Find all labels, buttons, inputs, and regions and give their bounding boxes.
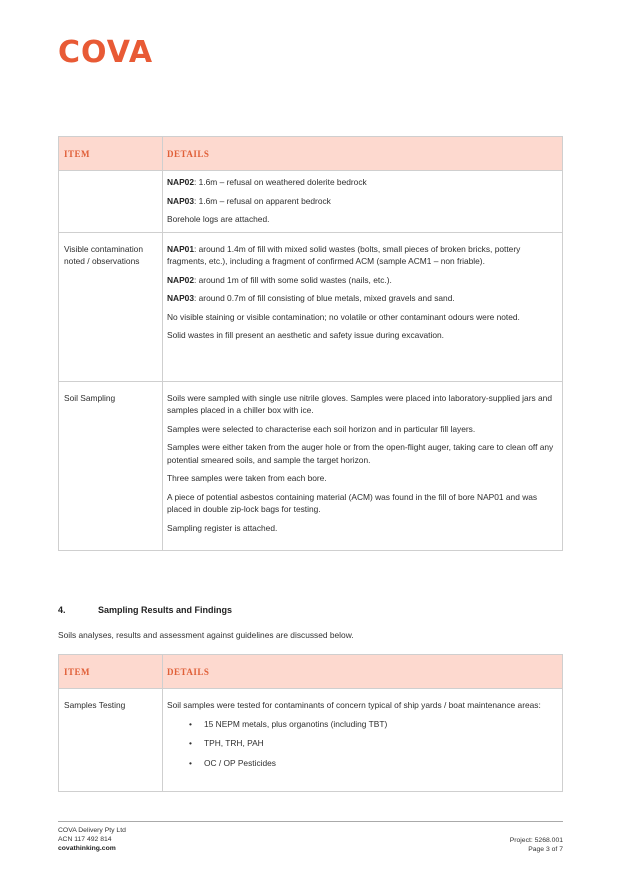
table-row (59, 689, 563, 792)
row-details-cell (163, 171, 563, 233)
row-details-cell (163, 381, 563, 550)
detail-paragraph: NAP02: 1.6m – refusal on weathered dolerite bedrock (167, 177, 367, 187)
section-heading (58, 605, 232, 615)
footer-company-info (58, 826, 126, 853)
row-details-cell (163, 232, 563, 381)
header-item: ITEM (59, 655, 163, 689)
detail-paragraph: Three samples were taken from each bore. (167, 473, 327, 483)
detail-paragraph: NAP02: around 1m of fill with some solid wastes (nails, etc.). (167, 274, 392, 285)
row-item-cell: Samples Testing (59, 689, 163, 792)
section-title: Sampling Results and Findings (98, 605, 233, 615)
header-details: DETAILS (163, 655, 563, 689)
footer-divider (58, 821, 563, 822)
detail-paragraph: Soils were sampled with single use nitrile gloves. Samples were placed into laboratory-supplied jars and samples placed in a chiller box with ice. (167, 392, 552, 415)
list-item: • OC / OP Pesticides (189, 757, 557, 770)
list-item: • 15 NEPM metals, plus organotins (including TBT) (189, 718, 557, 731)
table-header-row (59, 655, 563, 689)
row-item-cell: Soil Sampling (59, 381, 163, 550)
table-header-row (59, 137, 563, 171)
row-details-cell (163, 689, 563, 792)
footer-acn: ACN 117 492 814 (58, 836, 112, 843)
footer-page-number: Page 3 of 7 (528, 846, 563, 853)
header-item: ITEM (59, 137, 163, 171)
section-number: 4. (58, 605, 66, 615)
details-table-1 (58, 136, 563, 551)
detail-paragraph: Samples were either taken from the auger hole or from the open-flight auger, taking care to clean off any potential smeared soils, and sample the target horizon. (167, 442, 554, 465)
footer-project: Project: 5268.001 (509, 837, 563, 844)
details-table-2 (58, 654, 563, 792)
detail-paragraph: NAP03: 1.6m – refusal on apparent bedrock (167, 195, 331, 206)
header-details: DETAILS (163, 137, 563, 171)
list-item: • TPH, TRH, PAH (189, 737, 557, 750)
detail-paragraph: Solid wastes in fill present an aesthetic and safety issue during excavation. (167, 330, 444, 340)
detail-paragraph: A piece of potential asbestos containing material (ACM) was found in the fill of bore NAP01 and was placed in double zip-lock bags for testing. (167, 491, 538, 514)
row-item-cell: Visible contamination noted / observations (59, 232, 163, 381)
detail-paragraph: Borehole logs are attached. (167, 214, 270, 224)
detail-paragraph: NAP01: around 1.4m of fill with mixed solid wastes (bolts, small pieces of broken bricks, pottery fragments, etc.), including a fragment of confirmed ACM (sample ACM1 – non friable). (167, 243, 521, 266)
detail-paragraph: Sampling register is attached. (167, 522, 278, 533)
section-intro: Soils analyses, results and assessment against guidelines are discussed below. (58, 630, 354, 640)
detail-paragraph: Soil samples were tested for contaminants of concern typical of ship yards / boat maintenance areas: (167, 700, 541, 710)
cova-logo: COVA (58, 35, 154, 70)
footer-company: COVA Delivery Pty Ltd (58, 827, 126, 834)
table-row (59, 232, 563, 381)
bullet-list (167, 718, 557, 770)
detail-paragraph: NAP03: around 0.7m of fill consisting of blue metals, mixed gravels and sand. (167, 293, 455, 303)
detail-paragraph: Samples were selected to characterise each soil horizon and in particular fill layers. (167, 423, 476, 434)
detail-paragraph: No visible staining or visible contamination; no volatile or other contaminant odours were noted. (167, 311, 520, 322)
table-row (59, 381, 563, 550)
table-row (59, 171, 563, 233)
row-item-cell (59, 171, 163, 233)
footer-page-info (510, 836, 563, 854)
footer-website: covathinking.com (58, 845, 116, 852)
